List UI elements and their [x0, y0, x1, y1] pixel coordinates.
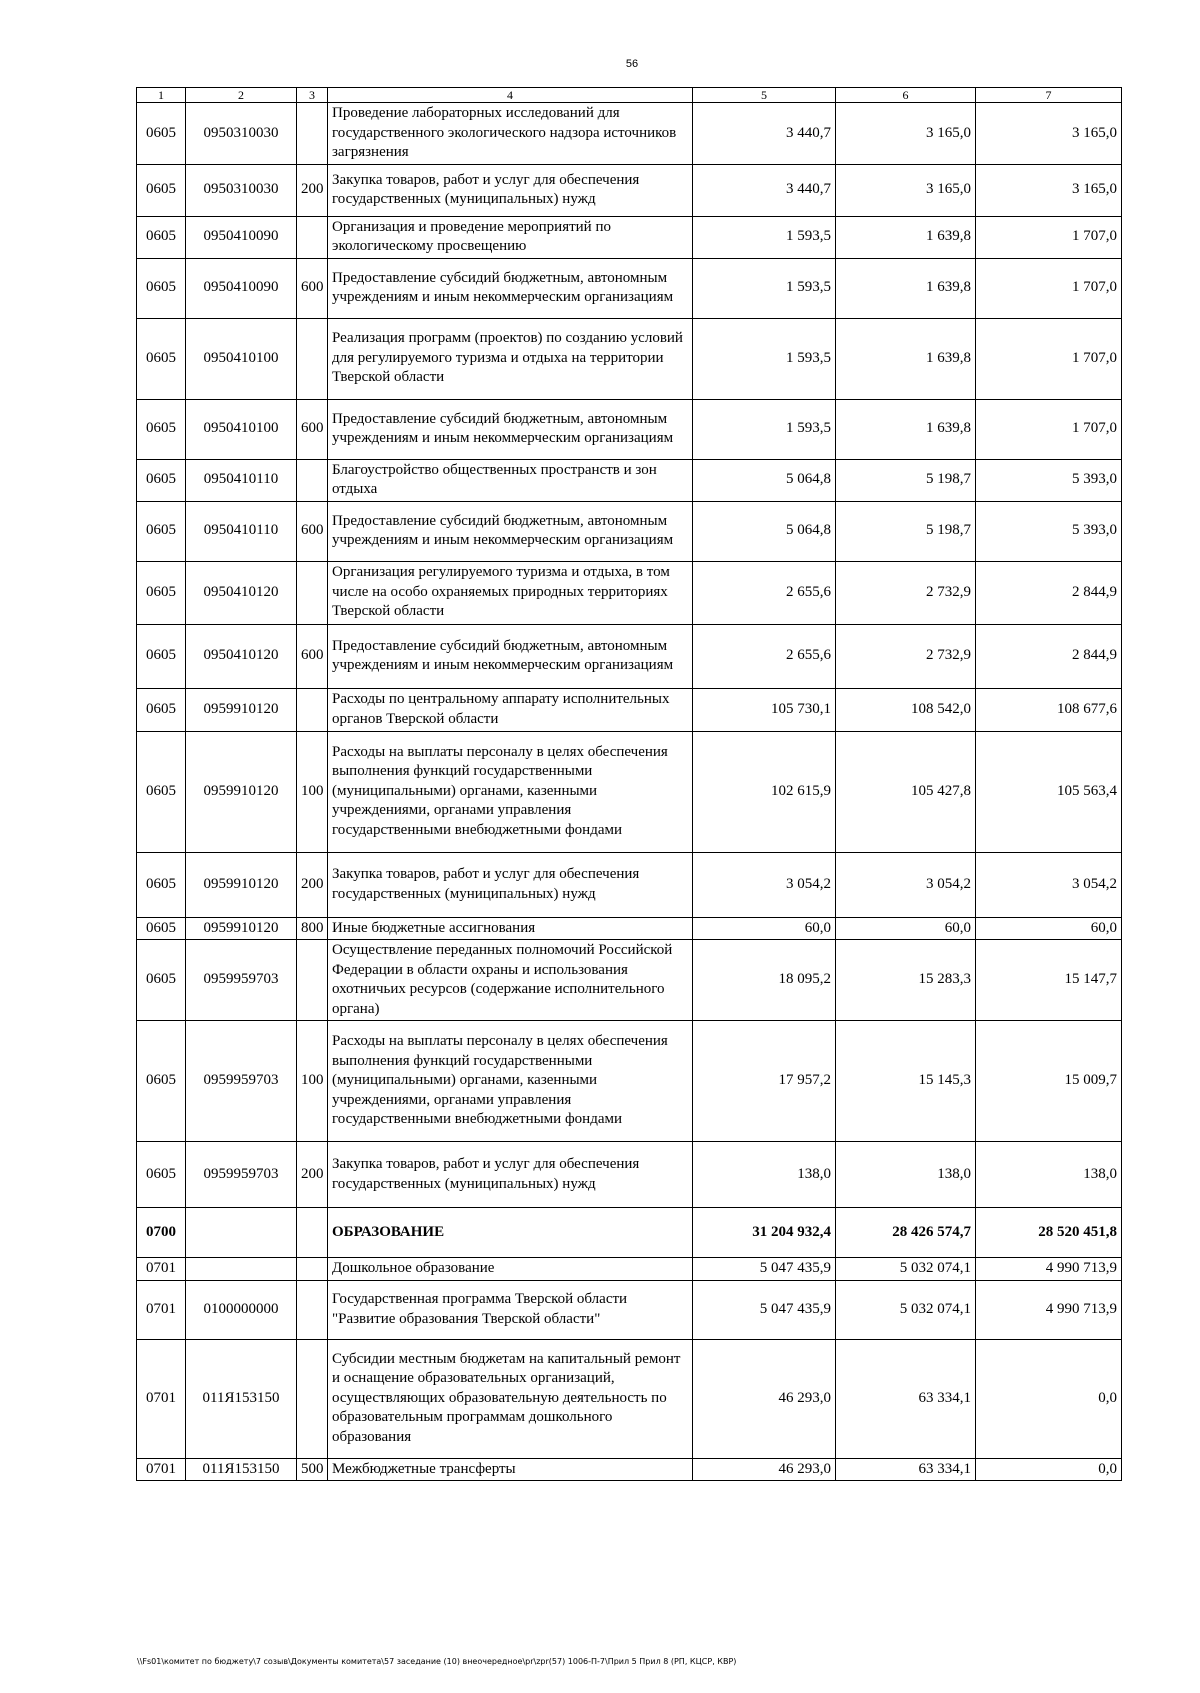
table-row: [137, 731, 1122, 852]
amount-col-5: 31 204 932,4: [693, 1208, 836, 1258]
item-name: Предоставление субсидий бюджетным, автономным учреждениям и иным некоммерческим организациям: [328, 399, 693, 459]
target-article-code: 0959959703: [186, 940, 297, 1021]
expense-type-code: [297, 1280, 328, 1339]
table-row: [137, 852, 1122, 917]
expense-type-code: 500: [297, 1458, 328, 1481]
item-name: Расходы на выплаты персоналу в целях обеспечения выполнения функций государственными (муниципальными) органами, казенными учреждениями, органами управления государственными внебюджетными фондами: [328, 731, 693, 852]
amount-col-6: 63 334,1: [836, 1339, 976, 1458]
item-name: Расходы на выплаты персоналу в целях обеспечения выполнения функций государственными (муниципальными) органами, казенными учреждениями, органами управления государственными внебюджетными фондами: [328, 1021, 693, 1142]
item-name: Закупка товаров, работ и услуг для обеспечения государственных (муниципальных) нужд: [328, 852, 693, 917]
table-row: [137, 1258, 1122, 1281]
target-article-code: 0950410120: [186, 624, 297, 688]
target-article-code: 0950410110: [186, 459, 297, 501]
expense-type-code: 200: [297, 164, 328, 216]
section-code: 0605: [137, 459, 186, 501]
amount-col-6: 3 165,0: [836, 164, 976, 216]
table-row: [137, 501, 1122, 561]
section-code: 0605: [137, 216, 186, 258]
section-code: 0605: [137, 940, 186, 1021]
expense-type-code: 600: [297, 258, 328, 318]
expense-type-code: [297, 940, 328, 1021]
amount-col-5: 1 593,5: [693, 399, 836, 459]
target-article-code: 011Я153150: [186, 1458, 297, 1481]
budget-table: [136, 87, 1122, 1481]
amount-col-7: 1 707,0: [976, 258, 1122, 318]
amount-col-6: 15 145,3: [836, 1021, 976, 1142]
column-number-row: [137, 88, 1122, 103]
amount-col-6: 1 639,8: [836, 399, 976, 459]
amount-col-5: 18 095,2: [693, 940, 836, 1021]
item-name: Субсидии местным бюджетам на капитальный ремонт и оснащение образовательных организаций, осуществляющих образовательную деятельность по образовательным программам дошкольного образования: [328, 1339, 693, 1458]
section-code: 0605: [137, 917, 186, 940]
section-code: 0605: [137, 103, 186, 165]
amount-col-7: 60,0: [976, 917, 1122, 940]
amount-col-6: 1 639,8: [836, 258, 976, 318]
amount-col-7: 105 563,4: [976, 731, 1122, 852]
expense-type-code: [297, 216, 328, 258]
amount-col-6: 5 198,7: [836, 501, 976, 561]
amount-col-6: 1 639,8: [836, 318, 976, 399]
target-article-code: 0950410110: [186, 501, 297, 561]
table-row: [137, 624, 1122, 688]
target-article-code: 011Я153150: [186, 1339, 297, 1458]
amount-col-6: 1 639,8: [836, 216, 976, 258]
amount-col-7: 108 677,6: [976, 688, 1122, 731]
item-name: ОБРАЗОВАНИЕ: [328, 1208, 693, 1258]
amount-col-6: 28 426 574,7: [836, 1208, 976, 1258]
expense-type-code: [297, 1208, 328, 1258]
expense-type-code: [297, 103, 328, 165]
amount-col-5: 102 615,9: [693, 731, 836, 852]
item-name: Дошкольное образование: [328, 1258, 693, 1281]
amount-col-5: 138,0: [693, 1142, 836, 1208]
item-name: Организация регулируемого туризма и отдыха, в том числе на особо охраняемых природных территориях Тверской области: [328, 561, 693, 624]
table-row: [137, 258, 1122, 318]
amount-col-5: 2 655,6: [693, 561, 836, 624]
amount-col-6: 105 427,8: [836, 731, 976, 852]
amount-col-6: 3 165,0: [836, 103, 976, 165]
table-row: [137, 688, 1122, 731]
amount-col-5: 5 064,8: [693, 459, 836, 501]
amount-col-5: 1 593,5: [693, 318, 836, 399]
expense-type-code: 200: [297, 1142, 328, 1208]
amount-col-6: 15 283,3: [836, 940, 976, 1021]
item-name: Межбюджетные трансферты: [328, 1458, 693, 1481]
target-article-code: 0959910120: [186, 688, 297, 731]
column-header: 1: [137, 88, 186, 103]
amount-col-7: 3 054,2: [976, 852, 1122, 917]
expense-type-code: 100: [297, 1021, 328, 1142]
table-row: [137, 1021, 1122, 1142]
target-article-code: 0100000000: [186, 1280, 297, 1339]
amount-col-5: 46 293,0: [693, 1339, 836, 1458]
amount-col-7: 4 990 713,9: [976, 1258, 1122, 1281]
table-row: [137, 103, 1122, 165]
file-path-footer: \\Fs01\комитет по бюджету\7 созыв\Документы комитета\57 заседание (10) внеочередное\pr\zpr(57) 1006-П-7\Прил 5 Прил 8 (РП, КЦСР, КВР): [137, 1657, 737, 1666]
expense-type-code: [297, 459, 328, 501]
table-row: [137, 917, 1122, 940]
amount-col-5: 105 730,1: [693, 688, 836, 731]
amount-col-7: 4 990 713,9: [976, 1280, 1122, 1339]
amount-col-5: 60,0: [693, 917, 836, 940]
amount-col-7: 28 520 451,8: [976, 1208, 1122, 1258]
target-article-code: 0959910120: [186, 731, 297, 852]
column-header: 2: [186, 88, 297, 103]
column-header: 7: [976, 88, 1122, 103]
amount-col-6: 3 054,2: [836, 852, 976, 917]
target-article-code: 0959959703: [186, 1142, 297, 1208]
section-code: 0605: [137, 688, 186, 731]
amount-col-5: 5 064,8: [693, 501, 836, 561]
amount-col-5: 3 440,7: [693, 164, 836, 216]
item-name: Предоставление субсидий бюджетным, автономным учреждениям и иным некоммерческим организациям: [328, 501, 693, 561]
table-row: [137, 1458, 1122, 1481]
table-row: [137, 216, 1122, 258]
table-row: [137, 318, 1122, 399]
target-article-code: 0959910120: [186, 917, 297, 940]
expense-type-code: [297, 318, 328, 399]
amount-col-6: 2 732,9: [836, 624, 976, 688]
section-code: 0605: [137, 561, 186, 624]
section-code: 0605: [137, 624, 186, 688]
table-row: [137, 459, 1122, 501]
table-row: [137, 1208, 1122, 1258]
amount-col-7: 5 393,0: [976, 501, 1122, 561]
target-article-code: 0950310030: [186, 103, 297, 165]
table-row: [137, 1142, 1122, 1208]
expense-type-code: 200: [297, 852, 328, 917]
column-header: 3: [297, 88, 328, 103]
section-code: 0605: [137, 399, 186, 459]
amount-col-7: 0,0: [976, 1339, 1122, 1458]
target-article-code: 0950310030: [186, 164, 297, 216]
item-name: Расходы по центральному аппарату исполнительных органов Тверской области: [328, 688, 693, 731]
amount-col-5: 2 655,6: [693, 624, 836, 688]
expense-type-code: [297, 1339, 328, 1458]
amount-col-7: 138,0: [976, 1142, 1122, 1208]
amount-col-5: 5 047 435,9: [693, 1280, 836, 1339]
expense-type-code: 600: [297, 624, 328, 688]
item-name: Благоустройство общественных пространств и зон отдыха: [328, 459, 693, 501]
column-header: 4: [328, 88, 693, 103]
expense-type-code: [297, 1258, 328, 1281]
item-name: Государственная программа Тверской области "Развитие образования Тверской области": [328, 1280, 693, 1339]
expense-type-code: 600: [297, 399, 328, 459]
amount-col-7: 0,0: [976, 1458, 1122, 1481]
amount-col-6: 108 542,0: [836, 688, 976, 731]
amount-col-6: 63 334,1: [836, 1458, 976, 1481]
amount-col-5: 46 293,0: [693, 1458, 836, 1481]
section-code: 0605: [137, 1142, 186, 1208]
amount-col-7: 15 147,7: [976, 940, 1122, 1021]
amount-col-7: 3 165,0: [976, 103, 1122, 165]
amount-col-6: 5 032 074,1: [836, 1280, 976, 1339]
target-article-code: 0950410100: [186, 399, 297, 459]
amount-col-5: 3 054,2: [693, 852, 836, 917]
target-article-code: 0950410120: [186, 561, 297, 624]
column-header: 6: [836, 88, 976, 103]
section-code: 0605: [137, 852, 186, 917]
section-code: 0701: [137, 1258, 186, 1281]
amount-col-7: 2 844,9: [976, 561, 1122, 624]
amount-col-5: 1 593,5: [693, 258, 836, 318]
section-code: 0605: [137, 501, 186, 561]
target-article-code: 0950410090: [186, 258, 297, 318]
amount-col-7: 5 393,0: [976, 459, 1122, 501]
expense-type-code: 800: [297, 917, 328, 940]
section-code: 0700: [137, 1208, 186, 1258]
amount-col-6: 2 732,9: [836, 561, 976, 624]
amount-col-5: 17 957,2: [693, 1021, 836, 1142]
item-name: Закупка товаров, работ и услуг для обеспечения государственных (муниципальных) нужд: [328, 164, 693, 216]
target-article-code: 0950410100: [186, 318, 297, 399]
expense-type-code: [297, 561, 328, 624]
item-name: Предоставление субсидий бюджетным, автономным учреждениям и иным некоммерческим организациям: [328, 624, 693, 688]
item-name: Проведение лабораторных исследований для государственного экологического надзора источников загрязнения: [328, 103, 693, 165]
target-article-code: 0959910120: [186, 852, 297, 917]
amount-col-6: 5 032 074,1: [836, 1258, 976, 1281]
table-row: [137, 1339, 1122, 1458]
target-article-code: [186, 1258, 297, 1281]
section-code: 0701: [137, 1280, 186, 1339]
table-row: [137, 1280, 1122, 1339]
item-name: Предоставление субсидий бюджетным, автономным учреждениям и иным некоммерческим организациям: [328, 258, 693, 318]
expense-type-code: 100: [297, 731, 328, 852]
table-row: [137, 940, 1122, 1021]
target-article-code: 0950410090: [186, 216, 297, 258]
section-code: 0605: [137, 731, 186, 852]
amount-col-6: 5 198,7: [836, 459, 976, 501]
item-name: Осуществление переданных полномочий Российской Федерации в области охраны и использования охотничьих ресурсов (содержание исполнительного органа): [328, 940, 693, 1021]
section-code: 0701: [137, 1458, 186, 1481]
column-header: 5: [693, 88, 836, 103]
amount-col-6: 138,0: [836, 1142, 976, 1208]
amount-col-7: 1 707,0: [976, 216, 1122, 258]
amount-col-7: 3 165,0: [976, 164, 1122, 216]
table-row: [137, 164, 1122, 216]
section-code: 0605: [137, 318, 186, 399]
expense-type-code: 600: [297, 501, 328, 561]
item-name: Организация и проведение мероприятий по экологическому просвещению: [328, 216, 693, 258]
table-row: [137, 561, 1122, 624]
amount-col-5: 1 593,5: [693, 216, 836, 258]
amount-col-7: 2 844,9: [976, 624, 1122, 688]
target-article-code: 0959959703: [186, 1021, 297, 1142]
amount-col-6: 60,0: [836, 917, 976, 940]
table-row: [137, 399, 1122, 459]
expense-type-code: [297, 688, 328, 731]
section-code: 0701: [137, 1339, 186, 1458]
item-name: Реализация программ (проектов) по созданию условий для регулируемого туризма и отдыха на территории Тверской области: [328, 318, 693, 399]
item-name: Иные бюджетные ассигнования: [328, 917, 693, 940]
section-code: 0605: [137, 258, 186, 318]
amount-col-5: 5 047 435,9: [693, 1258, 836, 1281]
section-code: 0605: [137, 164, 186, 216]
page-number: 56: [625, 58, 639, 70]
target-article-code: [186, 1208, 297, 1258]
item-name: Закупка товаров, работ и услуг для обеспечения государственных (муниципальных) нужд: [328, 1142, 693, 1208]
amount-col-7: 15 009,7: [976, 1021, 1122, 1142]
amount-col-7: 1 707,0: [976, 318, 1122, 399]
section-code: 0605: [137, 1021, 186, 1142]
amount-col-7: 1 707,0: [976, 399, 1122, 459]
amount-col-5: 3 440,7: [693, 103, 836, 165]
